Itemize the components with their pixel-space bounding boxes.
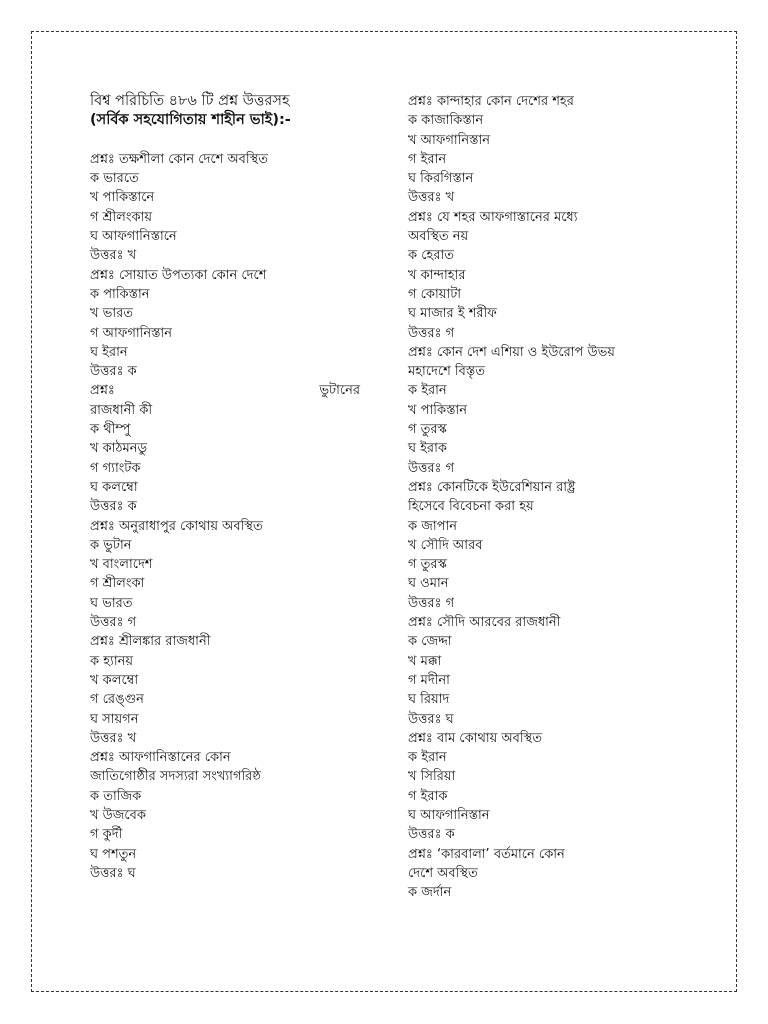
- text-line: প্রশ্নঃ কোনটিকে ইউরেশিয়ান রাষ্ট্র: [408, 479, 576, 495]
- text-line: জাতিগোষ্ঠীর সদস্যরা সংখ্যাগরিষ্ঠ: [90, 769, 261, 785]
- text-line: ঘ সায়গন: [90, 711, 139, 727]
- text-line: ক পাকিস্তান: [90, 286, 150, 302]
- text-line: প্রশ্নঃ আফগানিস্তানের কোন: [90, 750, 231, 766]
- text-line: খ পাকিস্তানে: [90, 190, 155, 206]
- text-line: গ রেঙ্গুন: [90, 692, 144, 708]
- text-line: প্রশ্নঃ তক্ষশীলা কোন দেশে অবস্থিত: [90, 151, 268, 167]
- text-line: উত্তরঃ খ: [90, 730, 137, 746]
- spacer: [90, 131, 390, 150]
- left-column: [90, 92, 390, 883]
- text-line: খ সৌদি আরব: [408, 537, 483, 553]
- text-line: উত্তরঃ খ: [90, 248, 137, 264]
- text-line: ঘ ওমান: [408, 576, 449, 592]
- text-line: খ সিরিয়া: [408, 769, 456, 785]
- text-line: ঘ আফগানিস্তানে: [90, 229, 177, 245]
- text-line: গ শ্রীলংকায়: [90, 209, 152, 225]
- text-line: ঘ আফগানিস্তান: [408, 807, 490, 823]
- text-line: অবস্থিত নয়: [408, 229, 469, 245]
- text-line: ক জাপান: [408, 518, 457, 534]
- text-line: উত্তরঃ গ: [408, 595, 455, 611]
- text-line: গ তুরস্ক: [408, 422, 447, 438]
- text-line: খ কলম্বো: [90, 672, 139, 688]
- text-line: ক কাজাকিস্তান: [408, 113, 484, 129]
- text-line: উত্তরঃ গ: [408, 325, 455, 341]
- text-line: ঘ রিয়াদ: [408, 692, 450, 708]
- text-line: ঘ মাজার ই শরীফ: [408, 306, 497, 322]
- text-line: উত্তরঃ ঘ: [90, 865, 136, 881]
- text-line: উত্তরঃ ক: [90, 364, 137, 380]
- text-line: প্রশ্নঃ সোয়াত উপত্যকা কোন দেশে: [90, 267, 267, 283]
- text-line: খ কান্দাহার: [408, 267, 466, 283]
- text-line: খ আফগানিস্তান: [408, 132, 490, 148]
- text-line: গ তুরস্ক: [408, 557, 447, 573]
- text-line: প্রশ্নঃ কোন দেশ এশিয়া ও ইউরোপ উভয়: [408, 344, 615, 360]
- text-line: প্রশ্নঃ যে শহর আফগাস্তানের মধ্যে: [408, 209, 578, 225]
- text-line: ক ভুটান: [90, 537, 132, 553]
- text-line: ক হেরাত: [408, 248, 455, 264]
- text-line: প্রশ্নঃ সৌদি আরবের রাজধানী: [408, 615, 561, 631]
- text-line: খ ভারত: [90, 306, 134, 322]
- text-line: গ শ্রীলংকা: [90, 576, 145, 592]
- question-prefix: প্রশ্নঃ: [90, 383, 115, 399]
- text-line: ঘ কিরগিস্তান: [408, 171, 474, 187]
- text-line: গ কোয়াটা: [408, 286, 462, 302]
- text-line: ক ইরান: [408, 383, 447, 399]
- text-line: রাজধানী কী: [90, 402, 153, 418]
- question-list: [90, 401, 390, 883]
- document-subtitle: (সর্বিক সহযোগিতায় শাহীন ভাই):-: [90, 112, 291, 129]
- text-line: গ গ্যাংটক: [90, 460, 141, 476]
- question-word: ভুটানের: [319, 383, 360, 399]
- text-line: উত্তরঃ গ: [90, 615, 137, 631]
- text-line: গ ইরান: [408, 151, 447, 167]
- right-column: [408, 92, 708, 902]
- text-line: ঘ ইরাক: [408, 441, 447, 457]
- text-line: উত্তরঃ ক: [90, 499, 137, 515]
- text-line: গ কুর্দী: [90, 827, 123, 843]
- text-line: ঘ ভারত: [90, 595, 133, 611]
- text-line: প্রশ্নঃ কান্দাহার কোন দেশের শহর: [408, 94, 574, 109]
- text-line: প্রশ্নঃ অনুরাধাপুর কোথায় অবস্থিত: [90, 518, 263, 534]
- text-line: ক হ্যানয়: [90, 653, 134, 669]
- text-line: গ আফগানিস্তান: [90, 325, 172, 341]
- text-line: ক ইরান: [408, 750, 447, 766]
- text-line: ঘ কলম্বো: [90, 479, 138, 495]
- text-line: উত্তরঃ ক: [408, 827, 455, 843]
- text-line: ঘ ইরান: [90, 344, 128, 360]
- text-line: মহাদেশে বিস্তৃত: [408, 364, 485, 380]
- text-line: প্রশ্নঃ বাম কোথায় অবস্থিত: [408, 730, 542, 746]
- question-line: [90, 381, 360, 400]
- document-title: বিশ্ব পরিচিতি ৪৮৬ টি প্রশ্ন উত্তরসহ: [90, 93, 290, 109]
- text-line: উত্তরঃ খ: [408, 190, 455, 206]
- question-list: [90, 150, 390, 382]
- question-list: [408, 92, 708, 902]
- text-line: গ ইরাক: [408, 788, 448, 804]
- text-line: দেশে অবস্থিত: [408, 865, 478, 881]
- text-line: উত্তরঃ গ: [408, 460, 455, 476]
- document-page: [31, 31, 737, 992]
- text-line: খ মক্কা: [408, 653, 442, 669]
- text-line: প্রশ্নঃ ‘কারবালা’ বর্তমানে কোন: [408, 846, 565, 862]
- text-line: ঘ পশতুন: [90, 846, 137, 862]
- text-line: হিসেবে বিবেচনা করা হয়: [408, 499, 534, 515]
- text-line: খ কাঠমনডু: [90, 441, 148, 457]
- text-line: খ পাকিস্তান: [408, 402, 467, 418]
- text-line: ক ভারতে: [90, 171, 139, 187]
- text-line: খ বাংলাদেশ: [90, 557, 153, 573]
- text-line: গ মদীনা: [408, 672, 450, 688]
- text-line: উত্তরঃ ঘ: [408, 711, 454, 727]
- text-line: ক জেদ্দা: [408, 634, 452, 650]
- text-line: প্রশ্নঃ শ্রীলঙ্কার রাজধানী: [90, 634, 211, 650]
- text-line: ক তাজিক: [90, 788, 142, 804]
- text-line: ক জর্দান: [408, 885, 452, 901]
- text-line: খ উজবেক: [90, 807, 146, 823]
- text-line: ক থীম্পু: [90, 422, 131, 438]
